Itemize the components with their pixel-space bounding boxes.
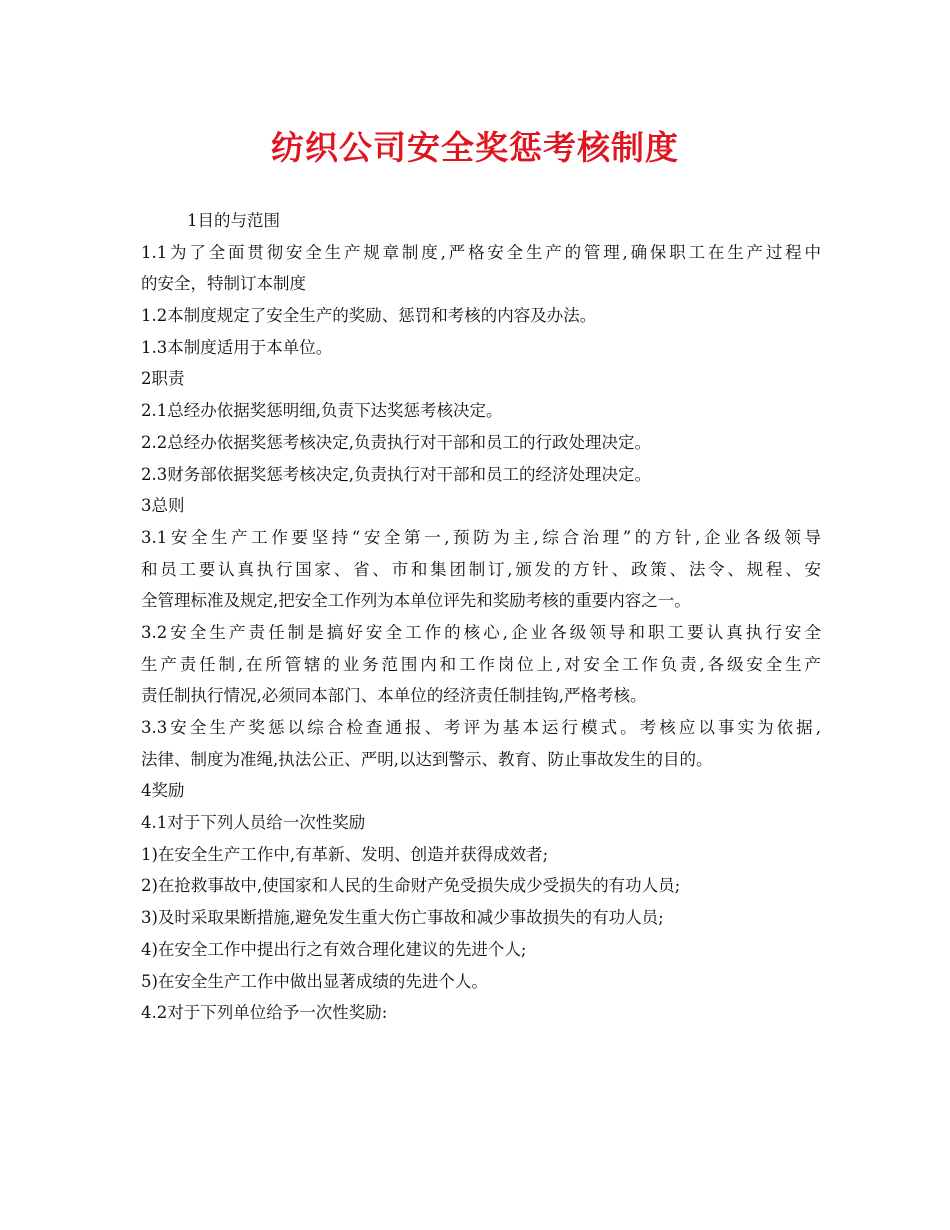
paragraph-line: 1.1为了全面贯彻安全生产规章制度,严格安全生产的管理,确保职工在生产过程中 — [141, 242, 821, 262]
paragraph-line: 3.3安全生产奖惩以综合检查通报、考评为基本运行模式。考核应以事实为依据, — [141, 718, 821, 737]
paragraph-line: 1.2本制度规定了安全生产的奖励、惩罚和考核的内容及办法。 — [141, 306, 597, 326]
paragraph-line: 法律、制度为准绳,执法公正、严明,以达到警示、教育、防止事故发生的目的。 — [141, 749, 713, 769]
document-body — [141, 205, 821, 1029]
paragraph-line: 全管理标准及规定,把安全工作列为本单位评先和奖励考核的重要内容之一。 — [141, 591, 691, 611]
list-item: 2)在抢救事故中,使国家和人民的生命财产免受损失成少受损失的有功人员; — [141, 876, 681, 896]
section-heading: 4奖励 — [141, 781, 185, 801]
list-item: 5)在安全生产工作中做出显著成绩的先进个人。 — [141, 971, 488, 991]
paragraph-line: 4.2对于下列单位给予一次性奖励: — [141, 1003, 388, 1023]
list-item: 3)及时采取果断措施,避免发生重大伤亡事故和减少事故损失的有功人员; — [141, 908, 664, 928]
paragraph-line: 2.1总经办依据奖惩明细,负责下达奖惩考核决定。 — [141, 401, 503, 421]
paragraph-line: 责任制执行情况,必须同本部门、本单位的经济责任制挂钩,严格考核。 — [141, 686, 647, 706]
section-heading: 2职责 — [141, 369, 185, 389]
paragraph-line: 3.1安全生产工作要坚持“安全第一,预防为主,综合治理”的方针,企业各级领导 — [141, 527, 821, 547]
document-title: 纺织公司安全奖惩考核制度 — [271, 128, 679, 167]
paragraph-line: 1.3本制度适用于本单位。 — [141, 337, 333, 357]
paragraph-line: 2.2总经办依据奖惩考核决定,负责执行对干部和员工的行政处理决定。 — [141, 432, 651, 452]
paragraph-line: 4.1对于下列人员给一次性奖励 — [141, 813, 366, 833]
paragraph-line: 生产责任制,在所管辖的业务范围内和工作岗位上,对安全工作负责,各级安全生产 — [141, 654, 821, 674]
list-item: 4)在安全工作中提出行之有效合理化建议的先进个人; — [141, 939, 527, 959]
paragraph-line: 和员工要认真执行国家、省、市和集团制订,颁发的方针、政策、法令、规程、安 — [141, 559, 821, 579]
section-heading: 3总则 — [141, 496, 185, 516]
paragraph-line: 的安全，特制订本制度 — [141, 274, 306, 294]
paragraph-line: 3.2安全生产责任制是搞好安全工作的核心,企业各级领导和职工要认真执行安全 — [141, 622, 821, 642]
section-heading: 1目的与范围 — [187, 211, 280, 230]
paragraph-line: 2.3财务部依据奖惩考核决定,负责执行对干部和员工的经济处理决定。 — [141, 464, 651, 484]
list-item: 1)在安全生产工作中,有革新、发明、创造并获得成效者; — [141, 844, 549, 864]
